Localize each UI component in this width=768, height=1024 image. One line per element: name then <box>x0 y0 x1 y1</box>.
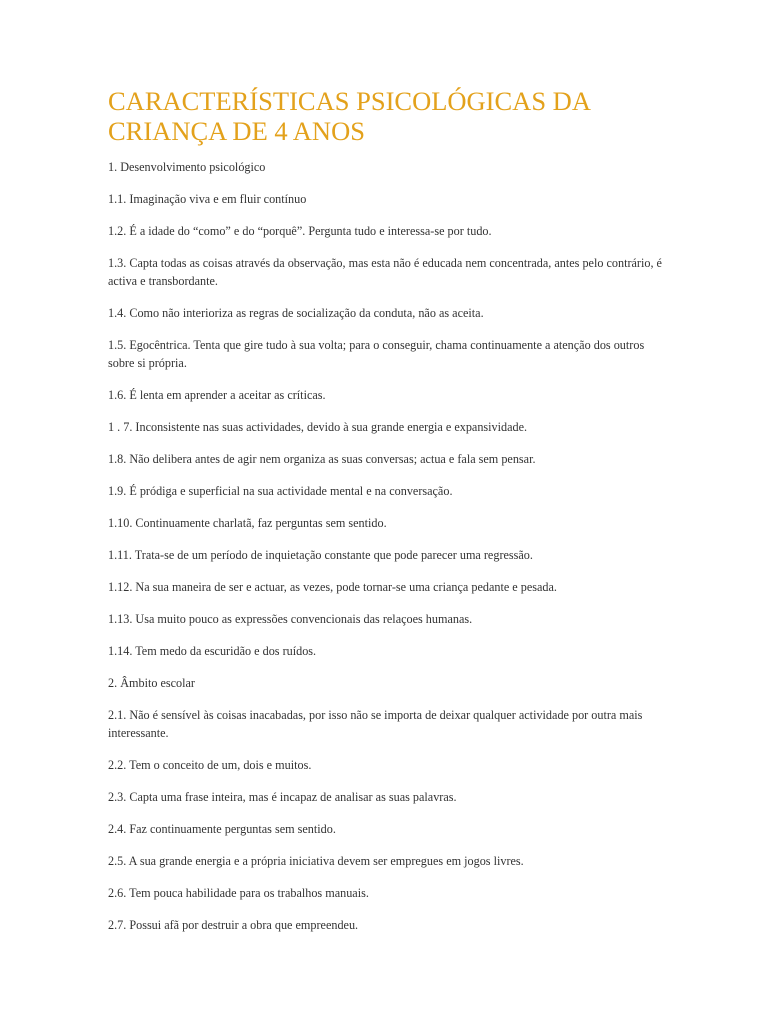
paragraph: 1.8. Não delibera antes de agir nem organiza as suas conversas; actua e fala sem pensar. <box>108 452 536 466</box>
document-body <box>108 158 668 934</box>
document-page <box>108 86 668 948</box>
paragraph: 1. Desenvolvimento psicológico <box>108 160 266 174</box>
paragraph: 1 . 7. Inconsistente nas suas actividades, devido à sua grande energia e expansividade. <box>108 420 528 434</box>
paragraph: 1.11. Trata-se de um período de inquietação constante que pode parecer uma regressão. <box>108 548 533 562</box>
paragraph: 2.4. Faz continuamente perguntas sem sentido. <box>108 822 336 836</box>
paragraph: 1.14. Tem medo da escuridão e dos ruídos. <box>108 644 317 658</box>
document-title-line-2: CRIANÇA DE 4 ANOS <box>108 116 365 146</box>
paragraph: 1.3. Capta todas as coisas através da observação, mas esta não é educada nem concentrada, antes pelo contrário, é activa e transbordante. <box>108 256 662 288</box>
paragraph: 2.1. Não é sensível às coisas inacabadas, por isso não se importa de deixar qualquer actividade por outra mais interessante. <box>108 708 643 740</box>
paragraph: 1.12. Na sua maneira de ser e actuar, as vezes, pode tornar-se uma criança pedante e pesada. <box>108 580 557 594</box>
paragraph: 2.6. Tem pouca habilidade para os trabalhos manuais. <box>108 886 369 900</box>
paragraph: 2.2. Tem o conceito de um, dois e muitos. <box>108 758 312 772</box>
paragraph: 2.5. A sua grande energia e a própria iniciativa devem ser empregues em jogos livres. <box>108 854 524 868</box>
paragraph: 1.6. É lenta em aprender a aceitar as críticas. <box>108 388 326 402</box>
paragraph: 1.2. É a idade do “como” e do “porquê”. Pergunta tudo e interessa-se por tudo. <box>108 224 492 238</box>
document-title <box>108 86 668 146</box>
paragraph: 1.5. Egocêntrica. Tenta que gire tudo à sua volta; para o conseguir, chama continuamente a atenção dos outros sobre si própria. <box>108 338 645 370</box>
document-title-line-1: CARACTERÍSTICAS PSICOLÓGICAS DA <box>108 86 591 116</box>
paragraph: 1.9. É pródiga e superficial na sua actividade mental e na conversação. <box>108 484 453 498</box>
paragraph: 1.1. Imaginação viva e em fluir contínuo <box>108 192 307 206</box>
paragraph: 2. Âmbito escolar <box>108 676 195 690</box>
paragraph: 1.4. Como não interioriza as regras de socialização da conduta, não as aceita. <box>108 306 484 320</box>
paragraph: 2.3. Capta uma frase inteira, mas é incapaz de analisar as suas palavras. <box>108 790 457 804</box>
paragraph: 2.7. Possui afã por destruir a obra que empreendeu. <box>108 918 359 932</box>
paragraph: 1.10. Continuamente charlatã, faz perguntas sem sentido. <box>108 516 387 530</box>
paragraph: 1.13. Usa muito pouco as expressões convencionais das relaçoes humanas. <box>108 612 473 626</box>
